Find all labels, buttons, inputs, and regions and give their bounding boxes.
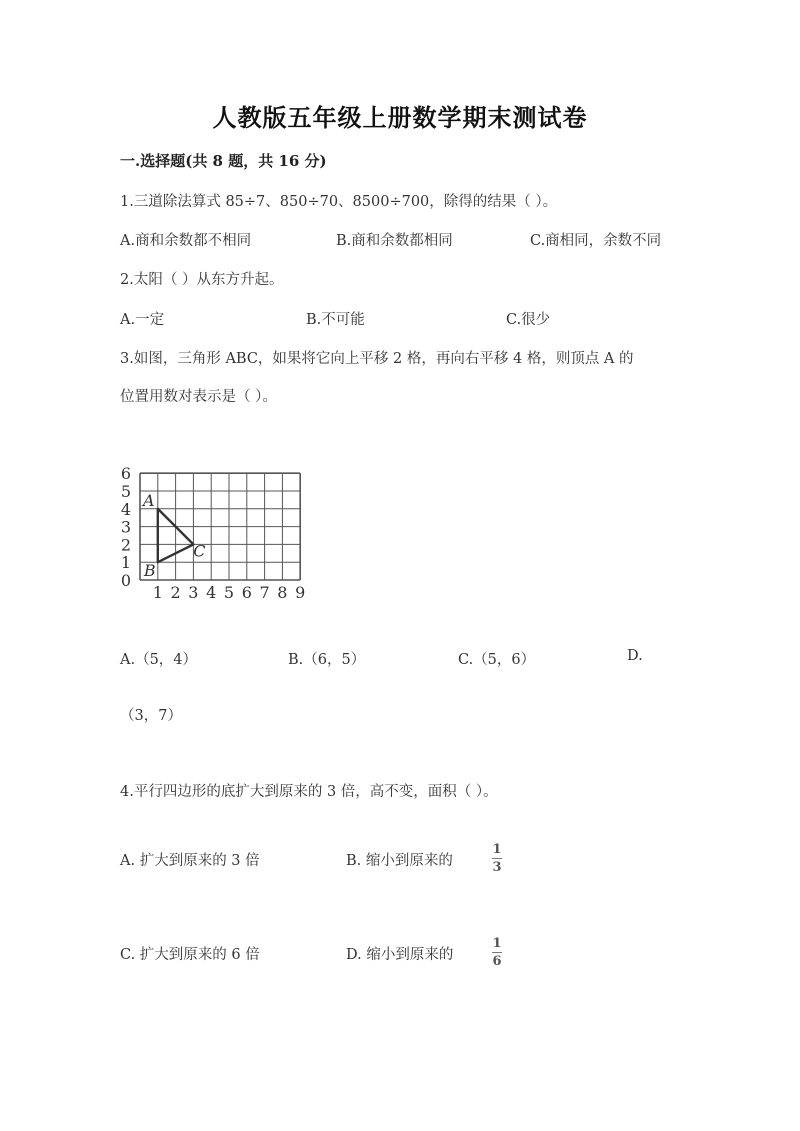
question-3-text-line2: 位置用数对表示是（ ）。 bbox=[120, 389, 277, 405]
question-3-option-a[interactable]: A.（5，4） bbox=[120, 652, 198, 668]
question-4-option-c[interactable]: C. 扩大到原来的 6 倍 bbox=[120, 947, 260, 963]
triangle-abc bbox=[141, 491, 206, 580]
section-heading: 一.选择题(共 8 题，共 16 分) bbox=[120, 152, 327, 170]
question-3-option-b[interactable]: B.（6，5） bbox=[288, 652, 366, 668]
x-tick-label: 7 bbox=[259, 583, 270, 602]
question-2-option-c[interactable]: C.很少 bbox=[506, 312, 551, 328]
question-3-option-d[interactable]: D. bbox=[627, 648, 643, 664]
y-tick-label: 2 bbox=[120, 535, 132, 555]
x-tick-label: 3 bbox=[188, 583, 199, 602]
x-tick-label: 5 bbox=[223, 583, 235, 602]
fraction-bar bbox=[492, 858, 502, 859]
grid-lines bbox=[140, 473, 300, 580]
y-tick-label: 0 bbox=[120, 571, 132, 590]
y-tick-label: 4 bbox=[120, 499, 132, 519]
fraction-denominator: 3 bbox=[492, 860, 502, 875]
fraction-numerator: 1 bbox=[492, 936, 502, 951]
y-axis-labels bbox=[121, 464, 131, 590]
page-title: 人教版五年级上册数学期末测试卷 bbox=[212, 103, 588, 132]
fraction-numerator: 1 bbox=[492, 842, 502, 857]
question-2-option-a[interactable]: A.一定 bbox=[120, 312, 165, 328]
question-3-option-c[interactable]: C.（5，6） bbox=[458, 652, 536, 668]
question-4-text: 4.平行四边形的底扩大到原来的 3 倍，高不变，面积（ ）。 bbox=[120, 784, 498, 800]
question-4-option-d[interactable]: D. 缩小到原来的 bbox=[346, 947, 454, 963]
coordinate-grid-figure bbox=[118, 438, 308, 608]
x-tick-label: 4 bbox=[206, 583, 217, 602]
question-2-option-b[interactable]: B.不可能 bbox=[306, 312, 365, 328]
x-axis-labels bbox=[153, 583, 306, 602]
question-2-text: 2.太阳（ ）从东方升起。 bbox=[120, 272, 284, 288]
x-tick-label: 1 bbox=[152, 583, 163, 602]
fraction-bar bbox=[492, 952, 502, 953]
question-3-text-line1: 3.如图，三角形 ABC，如果将它向上平移 2 格，再向右平移 4 格，则顶点 A 的 bbox=[120, 351, 634, 367]
vertex-label-c: C bbox=[193, 541, 206, 561]
question-4-option-b[interactable]: B. 缩小到原来的 bbox=[346, 853, 453, 869]
question-1-option-b[interactable]: B.商和余数都相同 bbox=[336, 233, 453, 249]
question-1-text: 1.三道除法算式 85÷7、850÷70、8500÷700，除得的结果（ ）。 bbox=[120, 194, 558, 210]
x-tick-label: 8 bbox=[277, 583, 288, 602]
y-tick-label: 3 bbox=[120, 517, 132, 537]
question-1-option-a[interactable]: A.商和余数都不相同 bbox=[120, 233, 252, 249]
question-1-option-c[interactable]: C.商相同，余数不同 bbox=[530, 233, 662, 249]
question-3-option-d-value[interactable]: （3，7） bbox=[120, 708, 182, 724]
fraction-one-third bbox=[492, 842, 502, 875]
fraction-denominator: 6 bbox=[492, 954, 502, 969]
x-tick-label: 6 bbox=[241, 583, 252, 602]
vertex-label-b: B bbox=[143, 561, 156, 581]
vertex-label-a: A bbox=[143, 490, 155, 510]
y-tick-label: 6 bbox=[120, 464, 132, 484]
fraction-one-sixth bbox=[492, 936, 502, 969]
question-4-option-a[interactable]: A. 扩大到原来的 3 倍 bbox=[120, 853, 260, 869]
x-tick-label: 2 bbox=[170, 583, 181, 602]
x-tick-label: 9 bbox=[295, 583, 306, 602]
y-tick-label: 1 bbox=[120, 553, 132, 573]
y-tick-label: 5 bbox=[120, 482, 132, 501]
